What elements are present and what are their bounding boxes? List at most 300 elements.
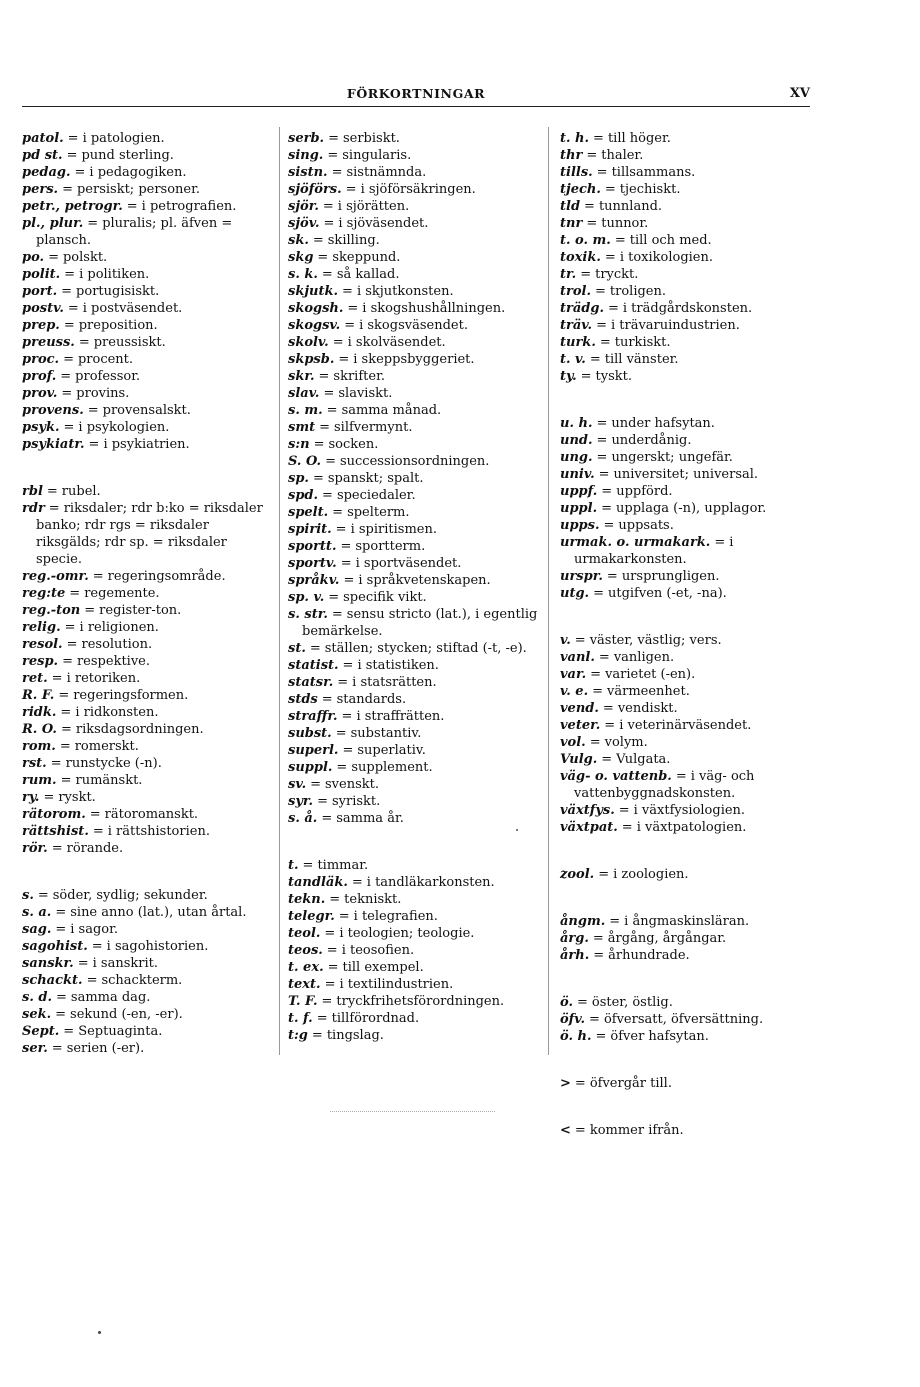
abbreviation-entry bbox=[560, 768, 818, 802]
equals-sign: = bbox=[317, 794, 328, 809]
abbreviation-entry bbox=[560, 432, 818, 449]
abbreviation-meaning: socken. bbox=[328, 437, 379, 452]
abbreviation-entry bbox=[22, 419, 268, 436]
abbreviation-term: skjutk. bbox=[288, 284, 339, 299]
section-gap bbox=[560, 1045, 818, 1075]
abbreviation-entry bbox=[560, 232, 818, 249]
equals-sign: = bbox=[48, 250, 59, 265]
equals-sign: = bbox=[309, 641, 321, 656]
abbreviation-term: zool. bbox=[560, 867, 595, 882]
equals-sign: = bbox=[63, 420, 75, 435]
abbreviation-term: skpsb. bbox=[288, 352, 335, 367]
abbreviation-entry bbox=[288, 810, 542, 827]
abbreviation-term: relig. bbox=[22, 620, 61, 635]
abbreviation-term: t:g bbox=[288, 1028, 308, 1043]
abbreviation-meaning: provensalskt. bbox=[102, 403, 191, 418]
abbreviation-term: serb. bbox=[288, 131, 325, 146]
abbreviation-meaning: tjechiskt. bbox=[619, 182, 681, 197]
abbreviation-term: sk. bbox=[288, 233, 309, 248]
abbreviation-term: telegr. bbox=[288, 909, 335, 924]
abbreviation-entry bbox=[560, 947, 818, 964]
abbreviation-entry bbox=[288, 1010, 542, 1027]
abbreviation-meaning: i teosofien. bbox=[341, 943, 415, 958]
abbreviation-term: schackt. bbox=[22, 973, 83, 988]
abbreviation-entry bbox=[22, 164, 268, 181]
abbreviation-term: s. å. bbox=[288, 811, 318, 826]
equals-sign: = bbox=[337, 675, 349, 690]
equals-sign: = bbox=[316, 1011, 328, 1026]
equals-sign: = bbox=[318, 369, 330, 384]
abbreviation-entry bbox=[560, 534, 818, 568]
abbreviation-term: s. d. bbox=[22, 990, 52, 1005]
equals-sign: = bbox=[58, 688, 70, 703]
abbreviation-meaning: provins. bbox=[76, 386, 130, 401]
abbreviation-entry bbox=[288, 640, 542, 657]
abbreviation-meaning: pund sterling. bbox=[81, 148, 174, 163]
abbreviation-meaning: preposition. bbox=[78, 318, 158, 333]
abbreviation-term: sing. bbox=[288, 148, 324, 163]
abbreviation-entry bbox=[288, 487, 542, 504]
abbreviation-term: subst. bbox=[288, 726, 332, 741]
abbreviation-meaning: söder, sydlig; sekunder. bbox=[52, 888, 208, 903]
abbreviation-term: sjöförs. bbox=[288, 182, 342, 197]
equals-sign: = bbox=[63, 352, 74, 367]
abbreviation-meaning: värmeenhet. bbox=[607, 684, 690, 699]
equals-sign: = bbox=[595, 284, 606, 299]
equals-sign: = bbox=[63, 1024, 75, 1039]
abbreviation-meaning: specifik vikt. bbox=[343, 590, 427, 605]
abbreviation-entry bbox=[560, 632, 818, 649]
abbreviation-term: sp. bbox=[288, 471, 309, 486]
equals-sign: = bbox=[78, 335, 90, 350]
equals-sign: = bbox=[596, 318, 607, 333]
abbreviation-meaning: i politiken. bbox=[79, 267, 150, 282]
abbreviation-term: utg. bbox=[560, 586, 590, 601]
equals-sign: = bbox=[599, 335, 611, 350]
abbreviation-meaning: tillförordnad. bbox=[331, 1011, 420, 1026]
abbreviation-meaning: i rättshistorien. bbox=[107, 824, 210, 839]
abbreviation-meaning: tunnor. bbox=[601, 216, 649, 231]
abbreviation-entry bbox=[288, 674, 542, 691]
abbreviation-term: sportv. bbox=[288, 556, 337, 571]
abbreviation-meaning: turkiskt. bbox=[614, 335, 671, 350]
abbreviation-meaning: romerskt. bbox=[74, 739, 139, 754]
equals-sign: = bbox=[343, 573, 355, 588]
abbreviation-entry bbox=[288, 874, 542, 891]
abbreviation-meaning: pluralis; pl. äfven = plansch. bbox=[36, 216, 233, 248]
abbreviation-entry bbox=[560, 368, 818, 385]
abbreviation-term: rum. bbox=[22, 773, 57, 788]
abbreviation-term: st. bbox=[288, 641, 306, 656]
abbreviation-entry bbox=[22, 602, 268, 619]
abbreviation-term: uppl. bbox=[560, 501, 598, 516]
abbreviation-term: ung. bbox=[560, 450, 593, 465]
abbreviation-entry bbox=[288, 572, 542, 589]
abbreviation-meaning: riksdaler; rdr b:ko = riksdaler banko; rdr rgs = riksdaler riksgälds; rdr sp. = riksdaler specie. bbox=[36, 501, 263, 567]
abbreviation-term: provens. bbox=[22, 403, 84, 418]
abbreviation-term: ö. h. bbox=[560, 1029, 592, 1044]
abbreviation-meaning: vendiskt. bbox=[617, 701, 678, 716]
abbreviation-entry bbox=[560, 1028, 818, 1045]
equals-sign: = bbox=[601, 752, 613, 767]
abbreviation-meaning: skeppund. bbox=[332, 250, 401, 265]
abbreviation-entry bbox=[288, 368, 542, 385]
abbreviation-meaning: i sjöförsäkringen. bbox=[360, 182, 476, 197]
equals-sign: = bbox=[589, 735, 601, 750]
abbreviation-term: proc. bbox=[22, 352, 60, 367]
abbreviation-term: preuss. bbox=[22, 335, 75, 350]
abbreviation-entry bbox=[22, 887, 268, 904]
equals-sign: = bbox=[55, 922, 67, 937]
abbreviation-entry bbox=[560, 334, 818, 351]
equals-sign: = bbox=[598, 467, 610, 482]
equals-sign: = bbox=[56, 990, 67, 1005]
section-gap bbox=[22, 857, 268, 887]
abbreviation-entry bbox=[22, 334, 268, 351]
abbreviation-entry bbox=[288, 925, 542, 942]
abbreviation-term: rbl bbox=[22, 484, 43, 499]
abbreviation-term: R. O. bbox=[22, 722, 57, 737]
abbreviation-term: T. F. bbox=[288, 994, 318, 1009]
abbreviation-meaning: tingslag. bbox=[326, 1028, 384, 1043]
abbreviation-entry bbox=[22, 147, 268, 164]
column-divider bbox=[548, 127, 549, 1055]
abbreviation-entry bbox=[288, 908, 542, 925]
abbreviation-entry bbox=[560, 700, 818, 717]
abbreviation-term: växtfys. bbox=[560, 803, 615, 818]
abbreviation-term: sjöv. bbox=[288, 216, 320, 231]
abbreviation-meaning: rumänskt. bbox=[75, 773, 143, 788]
abbreviation-term: v. e. bbox=[560, 684, 589, 699]
abbreviation-column-1 bbox=[22, 130, 268, 1057]
abbreviation-meaning: speciedaler. bbox=[336, 488, 416, 503]
abbreviation-meaning: upplaga (-n), upplagor. bbox=[616, 501, 767, 516]
abbreviation-term: turk. bbox=[560, 335, 596, 350]
abbreviation-term: skg bbox=[288, 250, 314, 265]
abbreviation-entry bbox=[22, 483, 268, 500]
equals-sign: = bbox=[59, 739, 71, 754]
abbreviation-meaning: successionsordningen. bbox=[339, 454, 490, 469]
equals-sign: = bbox=[586, 148, 598, 163]
abbreviation-term: sv. bbox=[288, 777, 307, 792]
running-header bbox=[22, 84, 810, 107]
abbreviation-meaning: i psykiatrien. bbox=[103, 437, 190, 452]
equals-sign: = bbox=[74, 165, 86, 180]
abbreviation-entry bbox=[22, 368, 268, 385]
abbreviation-meaning: regeringsformen. bbox=[73, 688, 189, 703]
abbreviation-term: toxik. bbox=[560, 250, 601, 265]
abbreviation-meaning: troligen. bbox=[609, 284, 667, 299]
abbreviation-term: text. bbox=[288, 977, 321, 992]
abbreviation-entry bbox=[560, 866, 818, 883]
abbreviation-entry bbox=[288, 504, 542, 521]
abbreviation-entry bbox=[560, 181, 818, 198]
abbreviation-term: prov. bbox=[22, 386, 58, 401]
abbreviation-entry bbox=[288, 555, 542, 572]
abbreviation-term: resp. bbox=[22, 654, 59, 669]
section-gap bbox=[560, 602, 818, 632]
equals-sign: = bbox=[321, 267, 333, 282]
abbreviation-entry bbox=[560, 1011, 818, 1028]
abbreviation-meaning: superlativ. bbox=[357, 743, 426, 758]
equals-sign: = bbox=[332, 335, 344, 350]
abbreviation-term: R. F. bbox=[22, 688, 55, 703]
equals-sign: = bbox=[312, 471, 324, 486]
abbreviation-term: u. h. bbox=[560, 416, 593, 431]
abbreviation-meaning: i sjöväsendet. bbox=[338, 216, 429, 231]
abbreviation-entry bbox=[560, 649, 818, 666]
abbreviation-term: urspr. bbox=[560, 569, 603, 584]
equals-sign: = bbox=[331, 165, 343, 180]
abbreviation-entry bbox=[560, 802, 818, 819]
abbreviation-term: s. str. bbox=[288, 607, 328, 622]
abbreviation-meaning: i trädgårdskonsten. bbox=[622, 301, 753, 316]
abbreviation-term: prep. bbox=[22, 318, 60, 333]
abbreviation-term: rom. bbox=[22, 739, 56, 754]
abbreviation-meaning: i toxikologien. bbox=[619, 250, 714, 265]
equals-sign: = bbox=[60, 773, 72, 788]
abbreviation-term: teos. bbox=[288, 943, 323, 958]
equals-sign: = bbox=[326, 403, 338, 418]
abbreviation-entry bbox=[288, 538, 542, 555]
equals-sign: = bbox=[596, 433, 608, 448]
equals-sign: = bbox=[62, 182, 73, 197]
abbreviation-term: straffr. bbox=[288, 709, 338, 724]
equals-sign: = bbox=[51, 671, 63, 686]
abbreviation-meaning: uppförd. bbox=[616, 484, 673, 499]
abbreviation-entry bbox=[288, 198, 542, 215]
page-number: XV bbox=[789, 86, 810, 101]
equals-sign: = bbox=[327, 148, 339, 163]
equals-sign: = bbox=[351, 875, 363, 890]
abbreviation-term: suppl. bbox=[288, 760, 333, 775]
abbreviation-meaning: standards. bbox=[336, 692, 407, 707]
equals-sign: = bbox=[64, 267, 76, 282]
abbreviation-meaning: årgång, årgångar. bbox=[607, 931, 727, 946]
abbreviation-term: ty. bbox=[560, 369, 577, 384]
abbreviation-meaning: i trävaruindustrien. bbox=[610, 318, 740, 333]
abbreviation-meaning: i tandläkarkonsten. bbox=[366, 875, 495, 890]
abbreviation-term: urmak. o. urmakark. bbox=[560, 535, 711, 550]
abbreviation-term: tnr bbox=[560, 216, 583, 231]
equals-sign: = bbox=[595, 1029, 607, 1044]
abbreviation-meaning: tyskt. bbox=[595, 369, 632, 384]
abbreviation-term: sp. v. bbox=[288, 590, 325, 605]
abbreviation-entry bbox=[560, 283, 818, 300]
abbreviation-entry bbox=[560, 215, 818, 232]
abbreviation-meaning: polskt. bbox=[62, 250, 108, 265]
equals-sign: = bbox=[326, 943, 338, 958]
abbreviation-term: reg.-omr. bbox=[22, 569, 89, 584]
equals-sign: = bbox=[604, 250, 616, 265]
abbreviation-entry bbox=[288, 793, 542, 810]
abbreviation-entry bbox=[288, 993, 542, 1010]
equals-sign: = bbox=[51, 1041, 63, 1056]
abbreviation-term: tr. bbox=[560, 267, 577, 282]
abbreviation-column-3 bbox=[560, 130, 818, 1139]
abbreviation-entry bbox=[560, 517, 818, 534]
abbreviation-term: ry. bbox=[22, 790, 40, 805]
equals-sign: = bbox=[63, 318, 75, 333]
abbreviation-meaning: sine anno (lat.), utan årtal. bbox=[70, 905, 247, 920]
equals-sign: = bbox=[88, 437, 100, 452]
abbreviation-term: thr bbox=[560, 148, 583, 163]
equals-sign: = bbox=[590, 667, 602, 682]
equals-sign: = bbox=[89, 807, 101, 822]
equals-sign: = bbox=[43, 790, 55, 805]
abbreviation-meaning: preussiskt. bbox=[93, 335, 166, 350]
abbreviation-entry bbox=[288, 857, 542, 874]
equals-sign: = bbox=[606, 569, 618, 584]
abbreviation-term: öfv. bbox=[560, 1012, 586, 1027]
equals-sign: = bbox=[596, 450, 608, 465]
abbreviation-entry bbox=[288, 147, 542, 164]
abbreviation-entry bbox=[22, 385, 268, 402]
abbreviation-term: skogsh. bbox=[288, 301, 344, 316]
equals-sign: = bbox=[328, 131, 339, 146]
abbreviation-meaning: samma dag. bbox=[70, 990, 151, 1005]
abbreviation-term: t. v. bbox=[560, 352, 586, 367]
equals-sign: = bbox=[342, 658, 354, 673]
abbreviation-term: tills. bbox=[560, 165, 593, 180]
abbreviation-term: prof. bbox=[22, 369, 57, 384]
abbreviation-term: smt bbox=[288, 420, 316, 435]
abbreviation-entry bbox=[560, 266, 818, 283]
equals-sign: = bbox=[87, 216, 99, 231]
equals-sign: = bbox=[126, 199, 138, 214]
abbreviation-entry bbox=[288, 334, 542, 351]
abbreviation-meaning: i ångmaskinsläran. bbox=[624, 914, 750, 929]
equals-sign: = bbox=[342, 743, 354, 758]
equals-sign: = bbox=[50, 756, 62, 771]
abbreviation-meaning: sensu stricto (lat.), i egentlig bemärkelse. bbox=[302, 607, 538, 639]
abbreviation-entry bbox=[560, 466, 818, 483]
abbreviation-column-2 bbox=[288, 130, 542, 1044]
abbreviation-term: und. bbox=[560, 433, 593, 448]
abbreviation-meaning: i sagohistorien. bbox=[106, 939, 209, 954]
abbreviation-entry bbox=[560, 300, 818, 317]
abbreviation-term: superl. bbox=[288, 743, 339, 758]
equals-sign: = bbox=[336, 760, 348, 775]
abbreviation-meaning: så kallad. bbox=[336, 267, 400, 282]
abbreviation-meaning: persiskt; personer. bbox=[76, 182, 201, 197]
section-gap bbox=[560, 883, 818, 913]
abbreviation-meaning: till exempel. bbox=[342, 960, 424, 975]
abbreviation-term: sek. bbox=[22, 1007, 52, 1022]
equals-sign: = bbox=[593, 948, 605, 963]
abbreviation-meaning: i postväsendet. bbox=[82, 301, 183, 316]
abbreviation-entry bbox=[22, 436, 268, 453]
equals-sign: = bbox=[584, 199, 595, 214]
abbreviation-meaning: register-ton. bbox=[99, 603, 182, 618]
equals-sign: = bbox=[596, 165, 608, 180]
abbreviation-term: pd st. bbox=[22, 148, 63, 163]
abbreviation-entry bbox=[22, 351, 268, 368]
abbreviation-meaning: supplement. bbox=[351, 760, 433, 775]
abbreviation-term: trädg. bbox=[560, 301, 604, 316]
abbreviation-entry bbox=[288, 776, 542, 793]
abbreviation-entry bbox=[560, 913, 818, 930]
abbreviation-entry bbox=[22, 266, 268, 283]
abbreviation-entry bbox=[560, 1075, 818, 1092]
equals-sign: = bbox=[618, 803, 630, 818]
equals-sign: = bbox=[589, 352, 601, 367]
abbreviation-meaning: runstycke (-n). bbox=[65, 756, 162, 771]
abbreviation-term: sjör. bbox=[288, 199, 319, 214]
abbreviation-term: tandläk. bbox=[288, 875, 348, 890]
equals-sign: = bbox=[310, 777, 321, 792]
abbreviation-entry bbox=[22, 636, 268, 653]
abbreviation-meaning: i skogsväsendet. bbox=[359, 318, 468, 333]
section-gap bbox=[560, 385, 818, 415]
abbreviation-term: slav. bbox=[288, 386, 320, 401]
abbreviation-meaning: till vänster. bbox=[604, 352, 679, 367]
abbreviation-meaning: respektive. bbox=[76, 654, 150, 669]
abbreviation-term: rätorom. bbox=[22, 807, 86, 822]
abbreviation-entry bbox=[288, 657, 542, 674]
equals-sign: = bbox=[92, 569, 104, 584]
abbreviation-meaning: utgifven (-et, -na). bbox=[607, 586, 727, 601]
abbreviation-meaning: serbiskt. bbox=[342, 131, 400, 146]
abbreviation-meaning: i religionen. bbox=[79, 620, 159, 635]
section-gap bbox=[560, 1092, 818, 1122]
equals-sign: = bbox=[714, 535, 726, 550]
abbreviation-term: t. o. m. bbox=[560, 233, 611, 248]
abbreviation-entry bbox=[560, 317, 818, 334]
equals-sign: = bbox=[589, 1012, 600, 1027]
abbreviation-entry bbox=[22, 738, 268, 755]
abbreviation-term: reg.-ton bbox=[22, 603, 81, 618]
abbreviation-entry bbox=[288, 385, 542, 402]
abbreviation-entry bbox=[288, 742, 542, 759]
abbreviation-entry bbox=[288, 249, 542, 266]
equals-sign: = bbox=[51, 841, 63, 856]
equals-sign: = bbox=[331, 607, 343, 622]
abbreviation-term: årg. bbox=[560, 931, 589, 946]
abbreviation-meaning: volym. bbox=[604, 735, 648, 750]
abbreviation-meaning: ungerskt; ungefär. bbox=[611, 450, 733, 465]
abbreviation-term: rdr bbox=[22, 501, 45, 516]
section-gap bbox=[22, 453, 268, 483]
abbreviation-term: skolv. bbox=[288, 335, 329, 350]
equals-sign: = bbox=[86, 973, 98, 988]
abbreviation-meaning: regemente. bbox=[84, 586, 160, 601]
abbreviation-term: sistn. bbox=[288, 165, 328, 180]
abbreviation-term: < bbox=[560, 1123, 571, 1138]
abbreviation-entry bbox=[22, 972, 268, 989]
equals-sign: = bbox=[91, 939, 103, 954]
abbreviation-meaning: slaviskt. bbox=[338, 386, 393, 401]
abbreviation-entry bbox=[22, 989, 268, 1006]
abbreviation-entry bbox=[22, 653, 268, 670]
abbreviation-meaning: procent. bbox=[77, 352, 134, 367]
equals-sign: = bbox=[60, 369, 72, 384]
equals-sign: = bbox=[64, 620, 76, 635]
abbreviation-entry bbox=[288, 419, 542, 436]
abbreviation-term: ångm. bbox=[560, 914, 606, 929]
abbreviation-entry bbox=[22, 687, 268, 704]
equals-sign: = bbox=[580, 267, 592, 282]
equals-sign: = bbox=[592, 931, 604, 946]
abbreviation-entry bbox=[288, 453, 542, 470]
abbreviation-term: sanskr. bbox=[22, 956, 74, 971]
abbreviation-term: pl., plur. bbox=[22, 216, 84, 231]
abbreviation-meaning: svenskt. bbox=[325, 777, 379, 792]
abbreviation-meaning: i språkvetenskapen. bbox=[358, 573, 491, 588]
abbreviation-term: polit. bbox=[22, 267, 61, 282]
abbreviation-meaning: i pedagogiken. bbox=[89, 165, 187, 180]
abbreviation-meaning: underdånig. bbox=[611, 433, 692, 448]
